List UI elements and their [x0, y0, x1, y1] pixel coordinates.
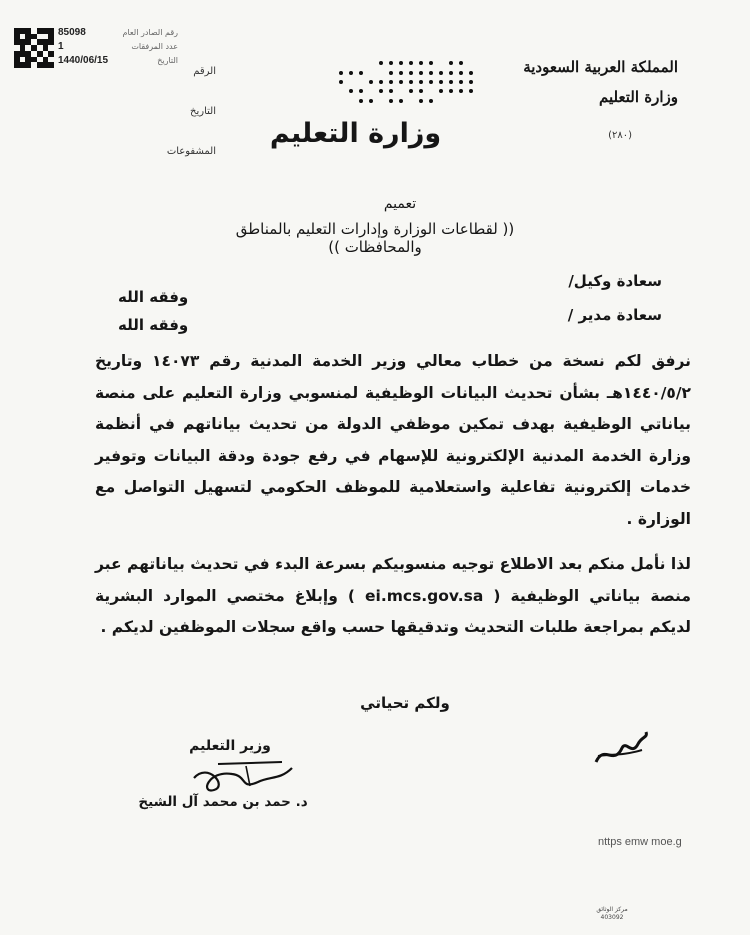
attachments-field-label: المشفوعات [166, 146, 216, 157]
body-paragraph-2: لذا نأمل منكم بعد الاطلاع توجيه منسوبيكم بسرعة البدء في تحديث بياناتهم عبر منصة بياناتي الوظيفية ( ei.mcs.gov.sa ) وإبلاغ مختصي الموارد البشرية لديكم بمراجعة طلبات التحديث وتدقيقها حسب واقع سجلات الموظفين لديكم . [95, 555, 691, 636]
document-type: تعميم [383, 196, 417, 212]
salutation-line-2: سعادة مدير / [567, 306, 662, 324]
signer-name: د. حمد بن محمد آل الشيخ [138, 794, 308, 810]
signer-title: وزير التعليم [189, 738, 271, 754]
ref-number: 85098 [58, 27, 86, 38]
signature-icon [188, 756, 298, 796]
stamp-date: 1440/06/15 [58, 55, 109, 66]
footer-line-2: 403092 [600, 914, 624, 921]
ministry-name: وزارة التعليم [599, 88, 678, 106]
footer-line-1: مركز الوثائق [596, 906, 628, 913]
salutation-blessing-2: وفقه الله [118, 316, 189, 334]
letterhead [523, 52, 678, 112]
body-paragraph-1: نرفق لكم نسخة من خطاب معالي وزير الخدمة المدنية رقم ١٤٠٧٣ وتاريخ ١٤٤٠/٥/٢هـ بشأن تحديث البيانات الوظيفية لمنسوبي وزارة التعليم على منصة بياناتي الوظيفية بهدف تمكين موظفي الدولة من تحديث بياناتهم في أنظمة وزارة الخدمة المدنية الإلكترونية للإسهام في رفع جودة ودقة البيانات وتوفير خدمات إلكترونية تفاعلية واستعلامية للموظف الحكومي لتسهيل التواصل مع الوزارة . [95, 352, 691, 528]
department-code: (٢٨٠) [608, 130, 632, 141]
ref-number-label: رقم الصادر العام [122, 28, 178, 37]
qr-code-icon [14, 28, 54, 68]
ministry-logo-icon [336, 60, 476, 104]
date-field-label: التاريخ [190, 106, 216, 117]
number-field-label: الرقم [193, 66, 216, 77]
footer-url: nttps emw moe.g [598, 836, 682, 848]
attachments-count: 1 [58, 41, 64, 52]
letter-body [95, 346, 691, 646]
document-audience: (( لقطاعات الوزارة وإدارات التعليم بالمناطق والمحافظات )) [235, 220, 515, 256]
initials-signature-icon [592, 726, 652, 776]
stamp-date-label: التاريخ [157, 56, 178, 65]
ministry-logo-text: وزارة التعليم [269, 118, 442, 149]
reference-fields [150, 66, 216, 186]
kingdom-name: المملكة العربية السعودية [523, 58, 678, 76]
attachments-count-label: عدد المرفقات [131, 42, 178, 51]
closing-regards: ولكم تحياتي [360, 694, 450, 712]
salutation-blessing-1: وفقه الله [118, 288, 189, 306]
reference-stamp [58, 26, 178, 68]
salutation-line-1: سعادة وكيل/ [568, 272, 662, 290]
footer-stamp [572, 906, 652, 922]
